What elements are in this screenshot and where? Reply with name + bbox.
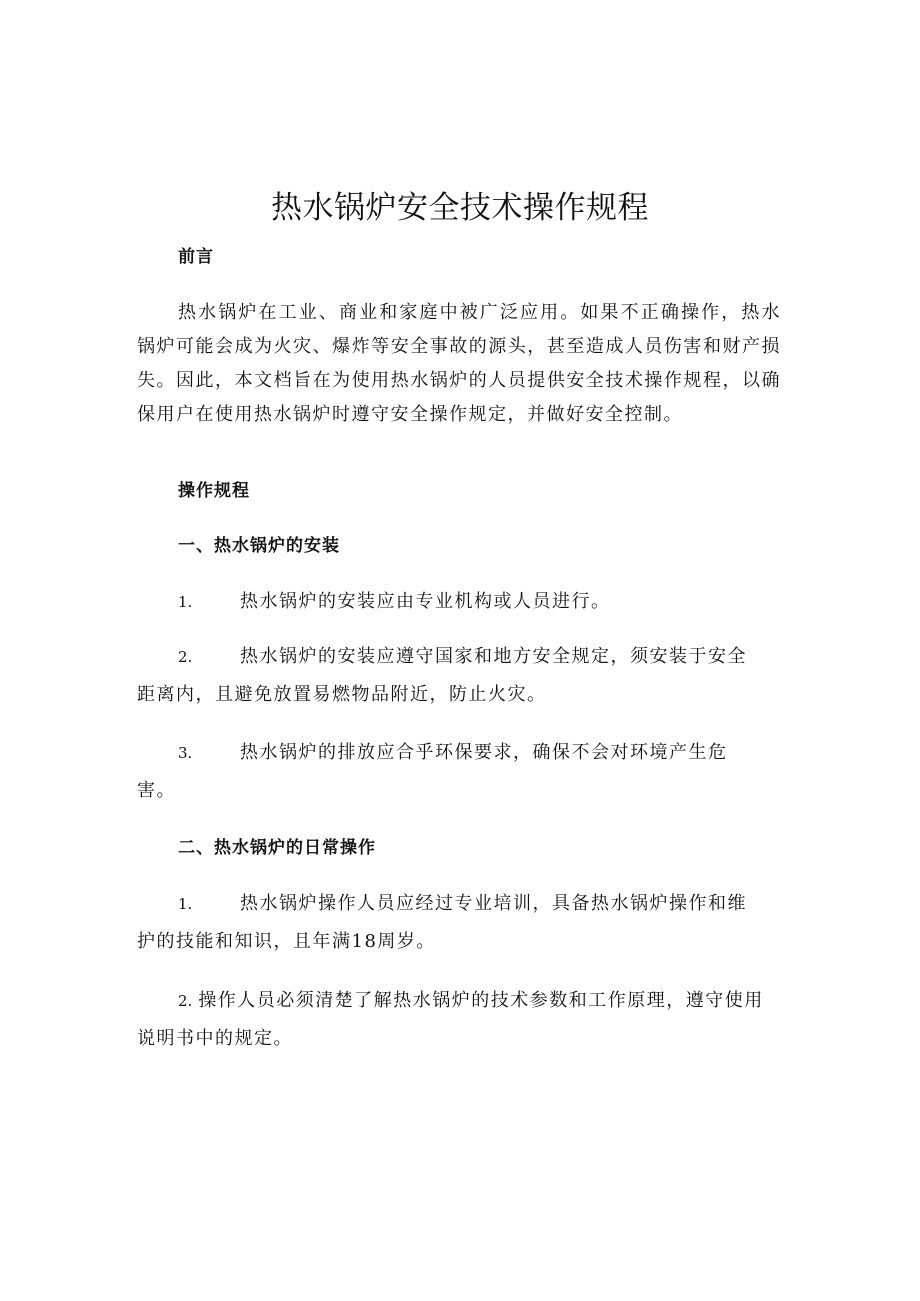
document-title: 热水锅炉安全技术操作规程 [271,190,649,226]
item-number: 1. [178,593,193,611]
item-text: 热水锅炉的排放应合乎环保要求，确保不会对环境产生危害。 [137,742,728,801]
item-number: 2. [178,648,193,666]
section-2-item-1 [137,885,747,960]
section-1-heading: 一、热水锅炉的安装 [178,536,340,556]
item-number: 1. [178,895,193,913]
preface-heading: 前言 [178,247,214,267]
section-2-heading: 二、热水锅炉的日常操作 [178,838,376,858]
item-text: 操作人员必须清楚了解热水锅炉的技术参数和工作原理，遵守使用说明书中的规定。 [137,990,764,1049]
section-1-item-3 [137,734,747,809]
item-text: 热水锅炉操作人员应经过专业培训，具备热水锅炉操作和维护的技能和知识，且年满18周岁。 [137,893,747,952]
section-2-item-2 [137,982,781,1057]
item-number: 2. [178,992,193,1010]
item-text: 热水锅炉的安装应遵守国家和地方安全规定，须安装于安全距离内，且避免放置易燃物品附近，防止火灾。 [137,646,747,705]
item-number: 3. [178,744,193,762]
item-text: 热水锅炉的安装应由专业机构或人员进行。 [240,591,611,612]
section-1-item-1 [137,583,781,621]
preface-paragraph: 热水锅炉在工业、商业和家庭中被广泛应用。如果不正确操作，热水锅炉可能会成为火灾、爆炸等安全事故的源头，甚至造成人员伤害和财产损失。因此，本文档旨在为使用热水锅炉的人员提供安全技术操作规程，以确保用户在使用热水锅炉时遵守安全操作规定，并做好安全控制。 [137,302,781,425]
procedures-heading: 操作规程 [178,481,250,501]
section-1-item-2 [137,638,747,713]
